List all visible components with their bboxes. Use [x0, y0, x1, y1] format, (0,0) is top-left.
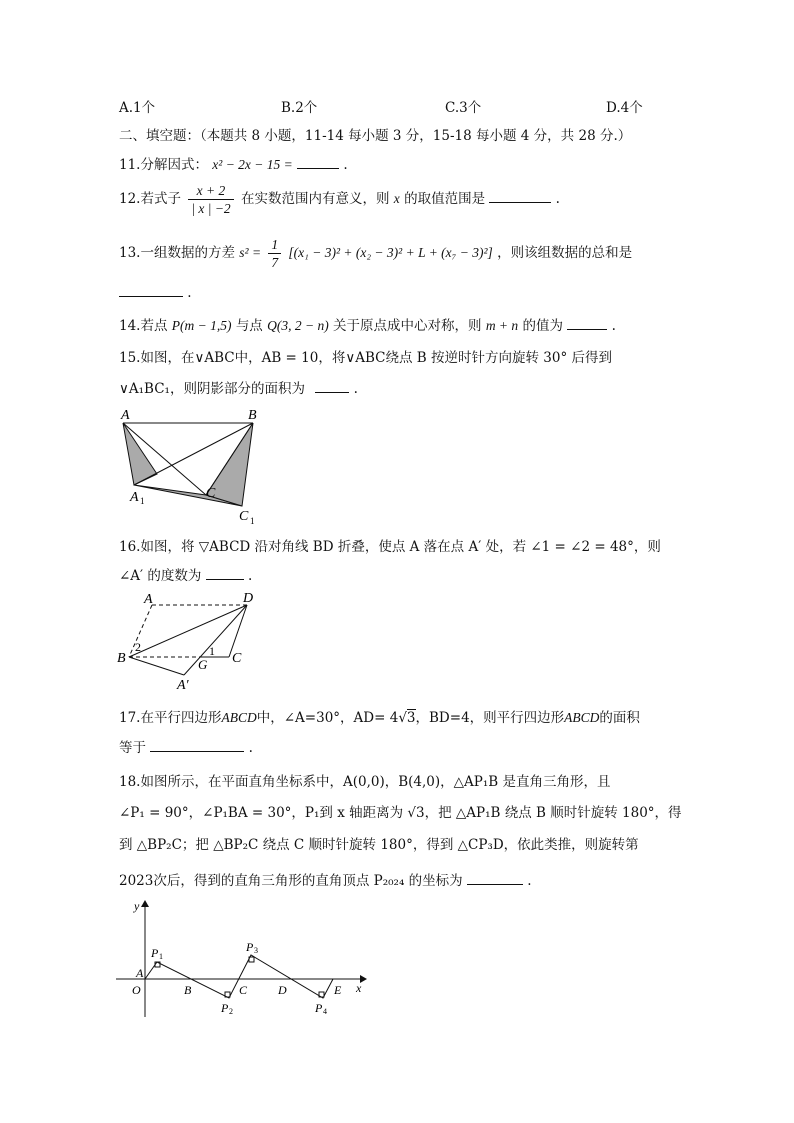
- fig18-label-x: x: [356, 981, 362, 995]
- fig15-label-a: A: [121, 408, 130, 423]
- q14-point-q: Q(3, 2 − n): [267, 318, 329, 333]
- figure-18: [112, 895, 374, 1023]
- q14-end: .: [611, 318, 616, 334]
- fig16-label-g: G: [198, 657, 208, 672]
- q11-end: .: [343, 157, 348, 173]
- fig18-label-p1: P: [151, 946, 159, 960]
- question-16-line2: [119, 564, 252, 584]
- fig16-angle-1: 1: [209, 644, 215, 658]
- q17-text-d: 的面积: [599, 710, 640, 726]
- fig18-label-e: E: [334, 983, 342, 997]
- q12-answer-blank[interactable]: [489, 190, 551, 203]
- q14-tail: 的值为: [522, 318, 563, 334]
- q12-end: .: [555, 191, 560, 207]
- option-a: A.1个: [119, 100, 156, 116]
- q16-end: .: [248, 568, 253, 584]
- question-17-line2: [119, 736, 253, 756]
- q14-mid2: 关于原点成中心对称，则: [333, 318, 482, 334]
- question-18-line2: ∠P₁ = 90°，∠P₁BA = 30°，P₁到 x 轴距离为 √3，把 △AP₁B 绕点 B 顺时针旋转 180°，得: [119, 805, 682, 821]
- q11-answer-blank[interactable]: [297, 156, 339, 169]
- fig18-label-o: O: [132, 983, 141, 997]
- fig18-label-d: D: [278, 983, 287, 997]
- q13-s: s² =: [239, 245, 262, 260]
- option-c: C.3个: [445, 100, 482, 116]
- q12-var: x: [393, 191, 400, 206]
- question-18-line3: 到 △BP₂C；把 △BP₂C 绕点 C 顺时针旋转 180°，得到 △CP₃D，依此类推，则旋转第: [119, 837, 639, 853]
- q17-abcd: ABCD: [221, 710, 257, 725]
- fig16-label-b: B: [117, 651, 126, 666]
- fig16-angle-2: 2: [135, 640, 141, 654]
- q14-point-p: P(m − 1,5): [171, 318, 232, 333]
- fig16-label-d: D: [243, 591, 254, 606]
- q12-fraction: [188, 182, 233, 217]
- fig18-label-y: y: [134, 899, 140, 913]
- q13-answer-blank[interactable]: [119, 284, 183, 297]
- q17-sqrt-sign: √: [398, 710, 407, 726]
- fig15-label-c1-sub: 1: [250, 516, 255, 526]
- question-17-line1: [119, 706, 640, 726]
- fig18-label-p1-sub: 1: [159, 952, 163, 961]
- q13-end: .: [187, 285, 192, 301]
- q14-prefix: 14.若点: [119, 318, 168, 334]
- figure-15: [112, 404, 272, 528]
- fig18-label-p2: P: [221, 1001, 229, 1015]
- fig16-label-a: A: [144, 592, 153, 607]
- fig15-label-c: C: [206, 486, 216, 501]
- q13-fraction: [268, 236, 281, 271]
- q11-prefix: 11.分解因式：: [119, 157, 208, 173]
- q17-radicand: 3: [406, 710, 416, 726]
- question-16-line1: 16.如图，将 ▽ABCD 沿对角线 BD 折叠，使点 A 落在点 A′ 处，若 ∠1 = ∠2 = 48°，则: [119, 539, 661, 555]
- q15-text: ∨A₁BC₁，则阴影部分的面积为: [119, 381, 305, 397]
- q17-answer-blank[interactable]: [150, 739, 244, 752]
- q13-prefix: 13.一组数据的方差: [119, 245, 235, 261]
- q17-text-a: 17.在平行四边形: [119, 710, 222, 726]
- q14-answer-blank[interactable]: [567, 317, 607, 330]
- fig18-label-a: A: [136, 966, 144, 980]
- q12-denominator: | x | −2: [191, 201, 231, 216]
- question-15-line1: 15.如图，在∨ABC中，AB = 10，将∨ABC绕点 B 按逆时针方向旋转 30° 后得到: [119, 350, 612, 366]
- q12-tail: 的取值范围是: [404, 191, 486, 207]
- q11-expression: x² − 2x − 15 =: [212, 157, 293, 172]
- q17-end: .: [248, 740, 253, 756]
- q18-answer-blank[interactable]: [467, 872, 523, 885]
- fig16-label-c: C: [232, 651, 242, 666]
- fig18-label-p3-sub: 3: [254, 946, 258, 955]
- q13-tail: ，则该组数据的总和是: [497, 245, 633, 261]
- fig18-label-c: C: [239, 983, 248, 997]
- question-11: [119, 153, 348, 173]
- fig18-label-p2-sub: 2: [229, 1007, 233, 1016]
- question-13: [119, 236, 632, 271]
- question-13-answer-line: [119, 284, 192, 301]
- q14-mid: 与点: [235, 318, 263, 334]
- q17-text-c: ，BD=4，则平行四边形: [415, 710, 565, 726]
- question-18-line1: 18.如图所示，在平面直角坐标系中，A(0,0)，B(4,0)，△AP₁B 是直角三角形，且: [119, 774, 611, 790]
- fig15-label-a1: A: [130, 490, 139, 505]
- q16-answer-blank[interactable]: [206, 567, 244, 580]
- q18-text-4: 2023次后，得到的直角三角形的直角顶点 P₂₀₂₄ 的坐标为: [119, 873, 463, 889]
- fig18-label-b: B: [184, 983, 192, 997]
- fig16-diagonal-bd: [129, 605, 247, 657]
- question-12: [119, 182, 560, 217]
- q17-abcd-2: ABCD: [564, 710, 600, 725]
- fig16-edge-ba: [129, 657, 184, 675]
- q17-text-b: 中，∠A=30°，AD=: [256, 710, 386, 726]
- q12-prefix: 12.若式子: [119, 191, 181, 207]
- question-18-line4: [119, 869, 532, 889]
- fig15-label-a1-sub: 1: [140, 496, 145, 506]
- question-14: [119, 314, 616, 334]
- q17-four: 4: [389, 710, 399, 726]
- question-15-line2: [119, 377, 358, 397]
- section-heading: 二、填空题：（本题共 8 小题，11-14 每小题 3 分，15-18 每小题 4 分，共 28 分.）: [119, 128, 632, 144]
- fig18-label-p4-sub: 4: [323, 1007, 327, 1016]
- fig15-label-c1: C: [239, 509, 249, 524]
- q13-numerator: 1: [268, 236, 281, 254]
- q12-numerator: x + 2: [188, 182, 233, 200]
- q13-denominator: 7: [271, 255, 279, 270]
- option-d: D.4个: [606, 100, 643, 116]
- q18-end: .: [527, 873, 532, 889]
- fig16-edge-cd: [229, 605, 247, 657]
- q14-mn: m + n: [485, 318, 519, 333]
- option-b: B.2个: [281, 100, 318, 116]
- q12-mid: 在实数范围内有意义，则: [240, 191, 390, 207]
- fig16-label-a-prime: A′: [177, 678, 189, 692]
- q17-text-2: 等于: [119, 740, 146, 756]
- fig15-label-b: B: [248, 408, 257, 423]
- fig18-label-p3: P: [246, 940, 254, 954]
- figure-16: [112, 588, 262, 692]
- q16-text: ∠A′ 的度数为: [119, 568, 202, 584]
- q15-answer-blank[interactable]: [315, 380, 349, 393]
- fig18-label-p4: P: [315, 1001, 323, 1015]
- q15-end: .: [353, 381, 358, 397]
- q13-expression: [(x₁ − 3)² + (x₂ − 3)² + L + (x₇ − 3)²]: [288, 245, 493, 260]
